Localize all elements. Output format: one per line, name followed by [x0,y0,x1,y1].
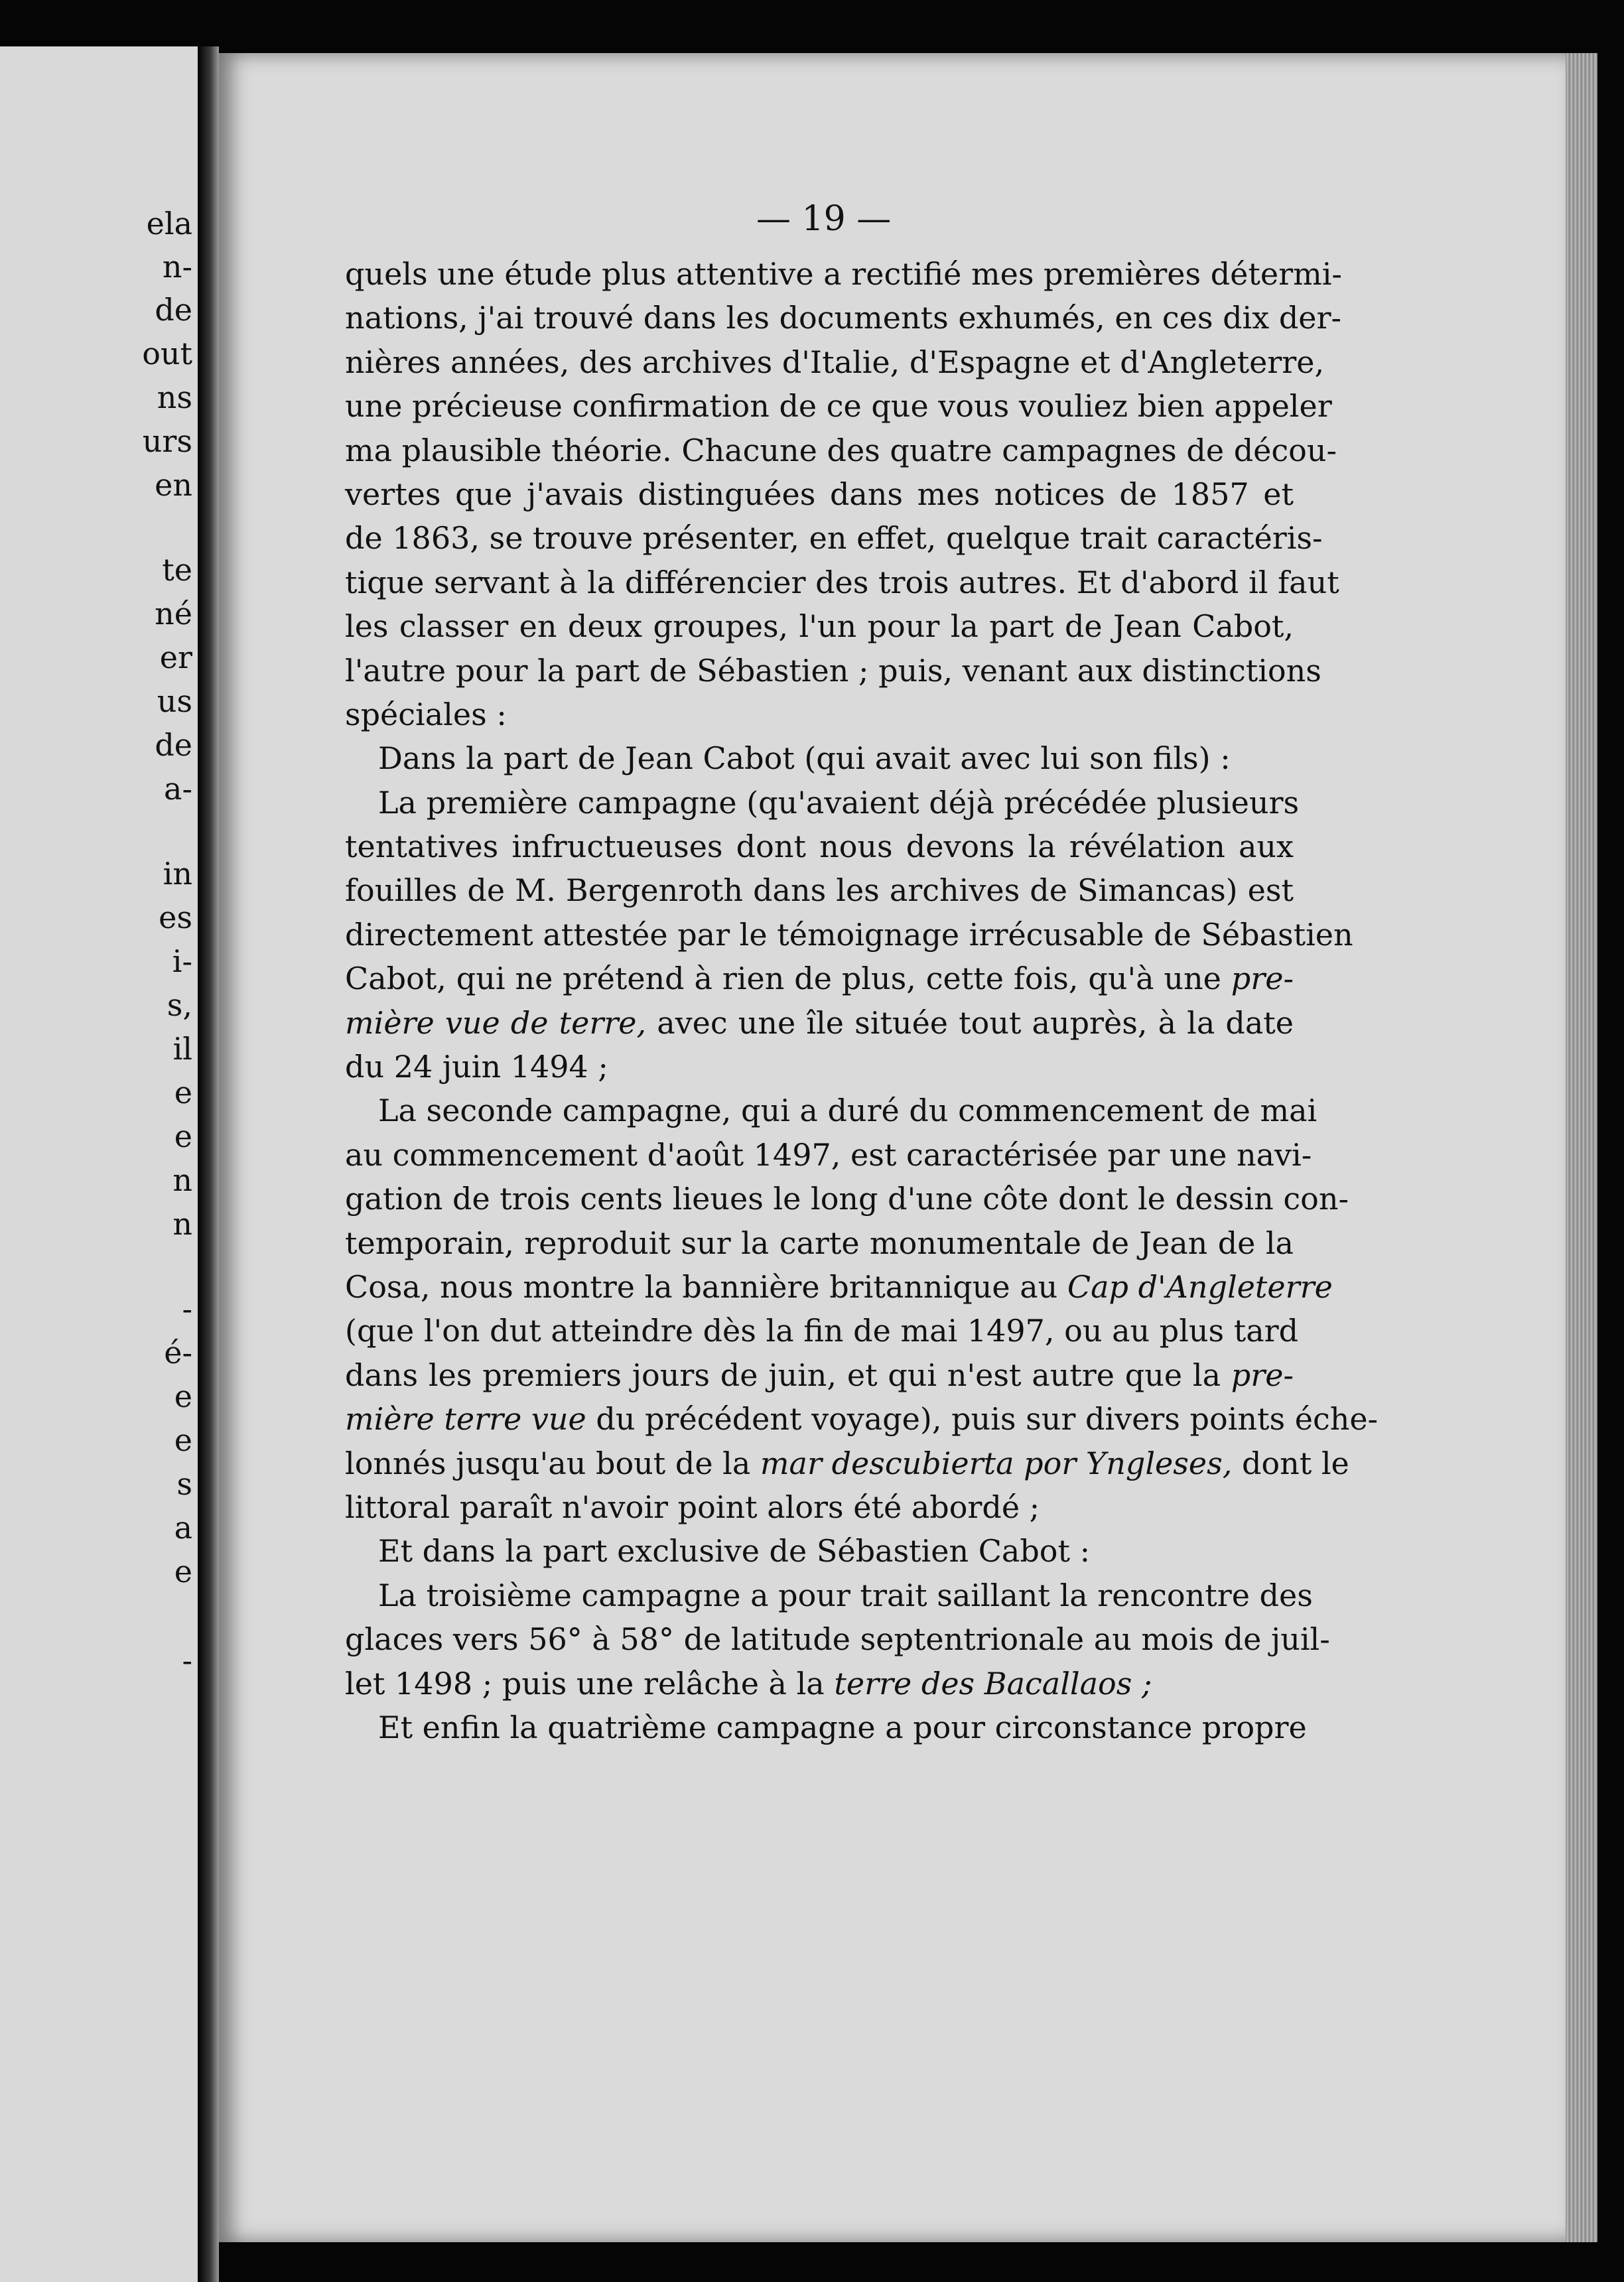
left-page-fragment: é- [164,1335,192,1371]
text-run: ma plausible théorie. Chacune des quatre campagnes de décou- [345,432,1337,468]
text-run: dont le [1232,1445,1349,1481]
italic-text: mière terre vue [345,1401,586,1438]
text-run: avec une île située tout auprès, à la date [646,1004,1294,1041]
text-line [345,384,1332,428]
text-line [345,296,1342,340]
text-run: Cabot, qui ne prétend à rien de plus, cette fois, qu'à une [345,961,1231,997]
text-line [345,1397,1379,1441]
left-page-fragment: i- [172,943,192,979]
text-line [345,340,1325,384]
text-line [345,1617,1330,1661]
left-page-fragment: er [159,639,192,675]
text-run: directement attestée par le témoignage irrécusable de Sébastien [345,916,1353,953]
left-page-fragment: a- [164,771,192,807]
text-line [345,1485,1294,1529]
italic-text: Cap d'Angleterre [1067,1268,1333,1305]
left-page-fragment: n [172,1162,192,1198]
text-run: (que l'on dut atteindre dès la fin de mai 1497, ou au plus tard [345,1313,1299,1349]
text-run: tentatives infructueuses dont nous devons la révélation aux [345,829,1294,865]
italic-text: mar descubierta por Yngleses, [760,1445,1233,1481]
text-line [345,1529,1294,1573]
left-page [0,46,198,2282]
text-run: Et dans la part exclusive de Sébastien Cabot : [378,1533,1091,1570]
text-run: temporain, reproduit sur la carte monumentale de Jean de la [345,1225,1294,1261]
left-page-fragment: e [174,1118,192,1154]
text-run: nations, j'ai trouvé dans les documents exhumés, en ces dix der- [345,300,1342,336]
italic-text: pre- [1231,961,1294,997]
left-page-fragment: il [172,1031,192,1067]
left-page-fragment: e [174,1422,192,1458]
text-run: gation de trois cents lieues le long d'une côte dont le dessin con- [345,1181,1349,1217]
text-run: au commencement d'août 1497, est caractérisée par une navi- [345,1136,1312,1173]
text-run: La première campagne (qu'avaient déjà précédée plusieurs [378,784,1300,821]
text-line [345,1133,1312,1177]
text-run: Dans la part de Jean Cabot (qui avait avec lui son fils) : [378,740,1231,777]
left-page-fragment: out [142,336,192,371]
text-run: lonnés jusqu'au bout de la [345,1445,760,1481]
text-line [345,1662,1294,1706]
text-line [345,693,1294,736]
text-line [345,516,1323,560]
text-line [345,252,1342,296]
text-run: fouilles de M. Bergenroth dans les archives de Simancas) est [345,872,1294,909]
page-edge [1566,53,1597,2242]
text-run: littoral paraît n'avoir point alors été abordé ; [345,1489,1040,1525]
text-line [345,736,1294,780]
text-run: tique servant à la différencier des trois autres. Et d'abord il faut [345,564,1339,600]
text-run: quels une étude plus attentive a rectifié mes premières détermi- [345,256,1342,292]
italic-text: terre des Bacallaos ; [834,1665,1152,1702]
text-line [345,1442,1349,1485]
text-run: Cosa, nous montre la bannière britannique au [345,1268,1067,1305]
text-run: spéciales : [345,696,507,732]
text-run: une précieuse confirmation de ce que vous vouliez bien appeler [345,388,1332,425]
left-page-fragment: ela [146,206,192,241]
text-run: vertes que j'avais distinguées dans mes notices de 1857 et [345,476,1294,512]
text-run: let 1498 ; puis une relâche à la [345,1665,835,1702]
page-number: — 19 — [756,199,892,239]
left-page-fragment: e [174,1378,192,1414]
book-gutter [198,46,219,2282]
italic-text: mière vue de terre, [345,1004,647,1041]
text-run: l'autre pour la part de Sébastien ; puis, venant aux distinctions [345,652,1321,689]
left-page-fragment: a [174,1510,192,1546]
text-run: du précédent voyage), puis sur divers points éche- [586,1401,1379,1438]
left-page-fragment: e [174,1075,192,1110]
text-line [345,1309,1299,1353]
left-page-fragment: - [182,1643,192,1678]
text-line [345,1001,1294,1045]
text-line [345,649,1321,693]
text-run: nières années, des archives d'Italie, d'Espagne et d'Angleterre, [345,344,1325,380]
left-page-fragment: né [155,596,192,632]
text-line [345,429,1337,472]
text-line [345,1265,1333,1309]
text-run: glaces vers 56° à 58° de latitude septentrionale au mois de juil- [345,1621,1330,1658]
text-line [345,1706,1307,1749]
text-line [345,472,1294,516]
text-run: Et enfin la quatrième campagne a pour circonstance propre [378,1709,1307,1745]
left-page-fragment: us [157,683,192,719]
text-line [345,1574,1313,1617]
text-run: La troisième campagne a pour trait saillant la rencontre des [378,1577,1313,1613]
left-page-fragment: s [176,1466,192,1502]
text-run: du 24 juin 1494 ; [345,1049,608,1085]
left-page-fragment: te [162,552,192,588]
text-run: La seconde campagne, qui a duré du commencement de mai [378,1093,1318,1129]
text-run: dans les premiers jours de juin, et qui n'est autre que la [345,1357,1231,1393]
left-page-fragment: de [155,727,192,763]
text-line [345,604,1294,648]
left-page-fragment: n- [162,249,192,285]
text-line [345,1089,1318,1132]
left-page-fragment: s, [167,987,192,1023]
left-page-fragment: n [172,1206,192,1242]
text-run: les classer en deux groupes, l'un pour la part de Jean Cabot, [345,608,1294,645]
text-line [345,913,1353,957]
text-line [345,868,1294,912]
text-line [345,957,1294,1000]
text-run: de 1863, se trouve présenter, en effet, quelque trait caractéris- [345,520,1323,557]
text-line [345,1353,1294,1397]
left-page-fragment: de [155,292,192,328]
left-page-fragment: in [163,856,192,892]
text-line [345,1177,1349,1221]
left-page-fragment: en [155,467,192,503]
left-page-fragment: es [159,900,192,935]
left-page-fragment: ns [157,379,192,415]
italic-text: pre- [1231,1357,1294,1393]
left-page-fragment: urs [142,423,192,459]
left-page-fragment: - [182,1291,192,1327]
text-line [345,1221,1294,1265]
text-line [345,825,1294,868]
text-line [345,1045,1294,1089]
left-page-fragment: e [174,1554,192,1589]
body-text [345,252,1379,1749]
text-line [345,781,1300,825]
text-line [345,561,1339,604]
